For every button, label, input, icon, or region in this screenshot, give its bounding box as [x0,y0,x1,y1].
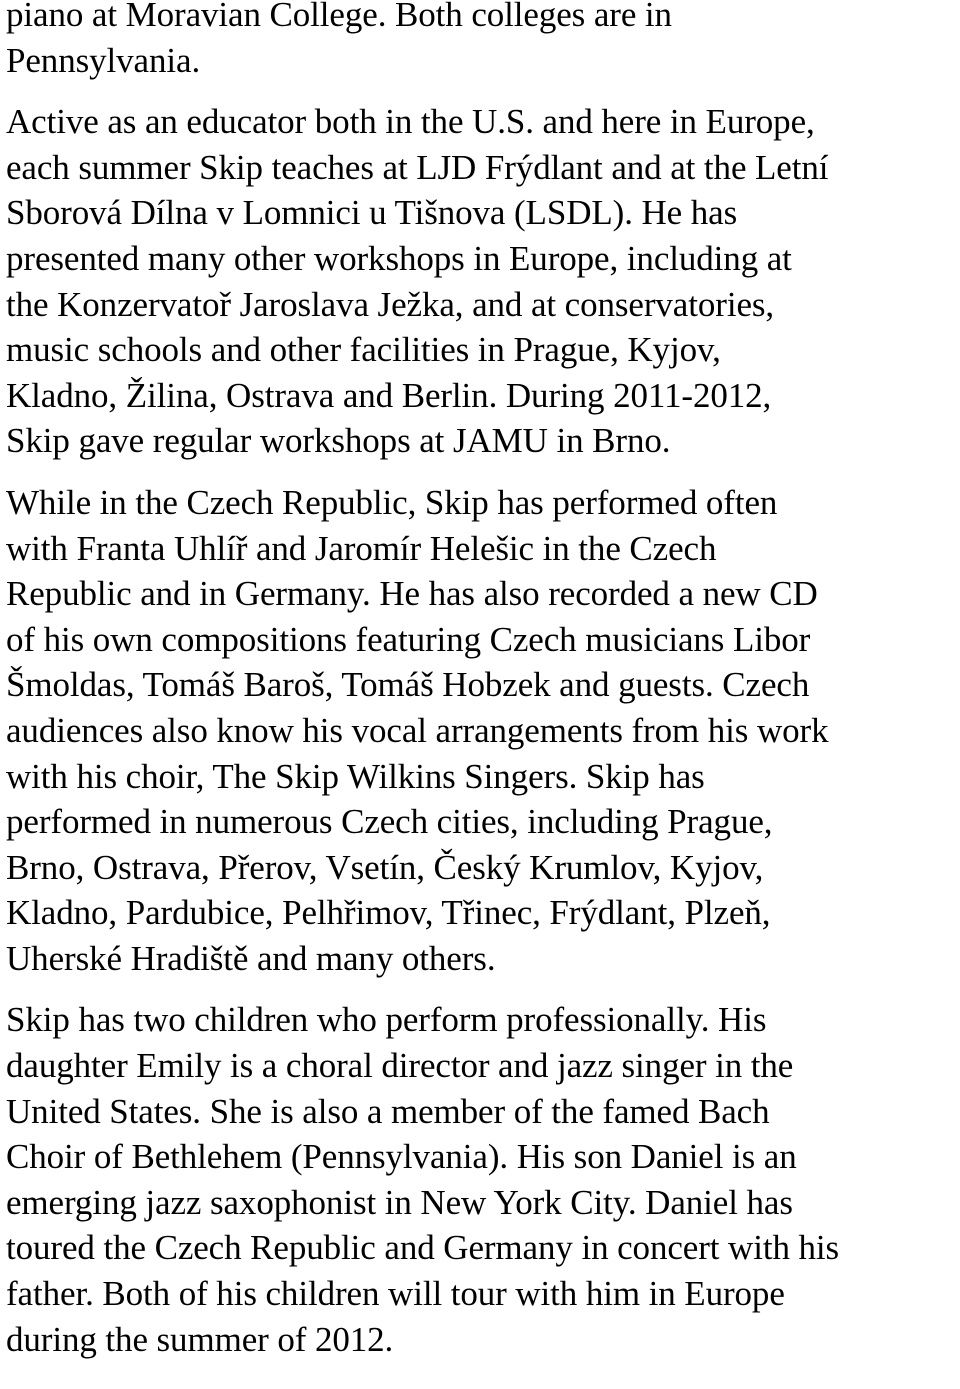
document-page [6,0,956,1362]
text-line: Republic and in Germany. He has also recorded a new CD [6,574,818,614]
text-line: toured the Czech Republic and Germany in concert with his [6,1228,840,1268]
text-line: during the summer of 2012. [6,1319,394,1359]
text-line: Choir of Bethlehem (Pennsylvania). His son Daniel is an [6,1137,797,1177]
text-line: Kladno, Žilina, Ostrava and Berlin. During 2011-2012, [6,375,772,415]
paragraph-education [6,0,956,83]
text-line: Skip has two children who perform professionally. His [6,1000,767,1040]
text-line: United States. She is also a member of the famed Bach [6,1091,770,1131]
text-line: Active as an educator both in the U.S. and here in Europe, [6,102,815,142]
text-line: music schools and other facilities in Prague, Kyjov, [6,330,721,370]
paragraph-educator [6,99,956,464]
text-line: Brno, Ostrava, Přerov, Vsetín, Český Krumlov, Kyjov, [6,847,764,887]
text-line: Šmoldas, Tomáš Baroš, Tomáš Hobzek and guests. Czech [6,665,810,705]
paragraph-performances [6,480,956,982]
text-line: each summer Skip teaches at LJD Frýdlant and at the Letní [6,147,829,187]
text-line: Sborová Dílna v Lomnici u Tišnova (LSDL). He has [6,193,738,233]
text-line: father. Both of his children will tour with him in Europe [6,1274,785,1314]
text-line: daughter Emily is a choral director and jazz singer in the [6,1046,794,1086]
text-line: performed in numerous Czech cities, including Prague, [6,802,773,842]
text-line: Skip gave regular workshops at JAMU in Brno. [6,421,671,461]
text-line: with his choir, The Skip Wilkins Singers. Skip has [6,756,705,796]
text-line: of his own compositions featuring Czech musicians Libor [6,619,811,659]
text-line: presented many other workshops in Europe, including at [6,238,792,278]
text-line: While in the Czech Republic, Skip has performed often [6,482,778,522]
text-line: the Konzervatoř Jaroslava Ježka, and at conservatories, [6,284,775,324]
text-line: piano at Moravian College. Both colleges are in [6,0,672,34]
text-line: Uherské Hradiště and many others. [6,938,496,978]
text-line: emerging jazz saxophonist in New York City. Daniel has [6,1182,793,1222]
text-line: Pennsylvania. [6,40,201,80]
text-line: Kladno, Pardubice, Pelhřimov, Třinec, Frýdlant, Plzeň, [6,893,771,933]
text-line: with Franta Uhlíř and Jaromír Helešic in the Czech [6,528,717,568]
text-line: audiences also know his vocal arrangements from his work [6,710,829,750]
paragraph-children [6,997,956,1362]
